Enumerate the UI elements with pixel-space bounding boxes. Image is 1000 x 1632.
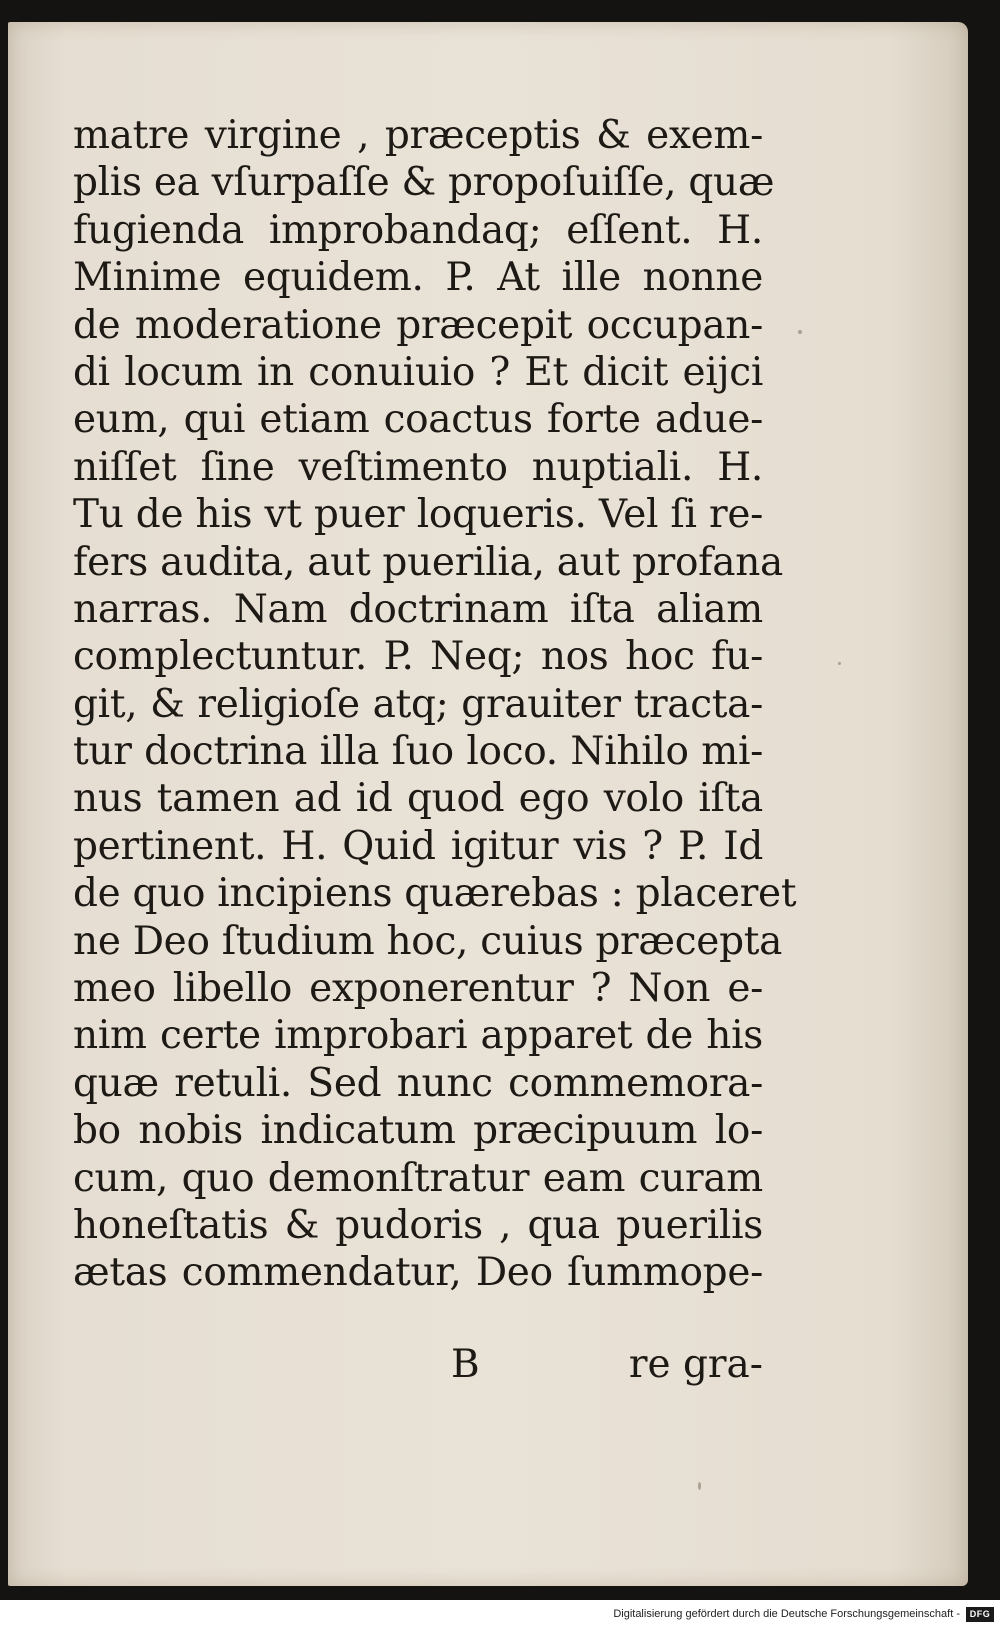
text-line: di locum in conuiuio ? Et dicit eijci xyxy=(73,349,763,395)
book-page xyxy=(8,22,968,1586)
text-line: git, & religioſe atq; grauiter tracta- xyxy=(73,681,763,727)
text-line: Tu de his vt puer loqueris. Vel ſi re- xyxy=(73,492,763,538)
text-line: tur doctrina illa ſuo loco. Nihilo mi- xyxy=(73,729,763,775)
text-line: pertinent. H. Quid igitur vis ? P. Id xyxy=(73,823,763,869)
page-foot-line xyxy=(73,1342,763,1392)
text-line: cum, quo demonſtratur eam curam xyxy=(73,1155,763,1201)
text-line: honeſtatis & pudoris , qua puerilis xyxy=(73,1202,763,1248)
text-line: ætas commendatur, Deo ſummope- xyxy=(73,1250,763,1296)
text-line: fers audita, aut puerilia, aut profana xyxy=(73,539,783,585)
paper-speck xyxy=(838,662,841,665)
text-line: nus tamen ad id quod ego volo iſta xyxy=(73,776,763,822)
text-line: eum, qui etiam coactus forte adue- xyxy=(73,397,763,443)
text-line: de moderatione præcepit occupan- xyxy=(73,302,763,348)
catchword: re gra- xyxy=(628,1342,763,1387)
text-line: fugienda improbandaq; eſſent. H. xyxy=(73,207,763,253)
text-line: complectuntur. P. Neq; nos hoc fu- xyxy=(73,634,763,680)
text-line: quæ retuli. Sed nunc commemora- xyxy=(73,1060,763,1106)
text-line: ne Deo ſtudium hoc, cuius præcepta xyxy=(73,918,783,964)
body-text xyxy=(73,112,797,1297)
text-line: Minime equidem. P. At ille nonne xyxy=(73,255,763,301)
text-line: meo libello exponerentur ? Non e- xyxy=(73,966,763,1012)
text-line: niſſet ſine veſtimento nuptiali. H. xyxy=(73,444,763,490)
funding-credit: Digitalisierung gefördert durch die Deutsche Forschungsgemeinschaft - xyxy=(613,1608,960,1620)
digitization-footer xyxy=(0,1600,1000,1632)
text-line: de quo incipiens quærebas : placeret xyxy=(73,871,797,917)
signature-mark: B xyxy=(451,1342,480,1387)
text-line: narras. Nam doctrinam iſta aliam xyxy=(73,586,763,632)
text-line: matre virgine , præceptis & exem- xyxy=(73,113,763,158)
text-line: plis ea vſurpaſſe & propoſuiſſe, quæ xyxy=(73,160,775,206)
dfg-logo: DFG xyxy=(966,1607,994,1622)
text-line: bo nobis indicatum præcipuum lo- xyxy=(73,1108,763,1154)
paper-speck xyxy=(698,1482,701,1490)
text-line: nim certe improbari apparet de his xyxy=(73,1013,763,1059)
paper-speck xyxy=(798,330,802,334)
